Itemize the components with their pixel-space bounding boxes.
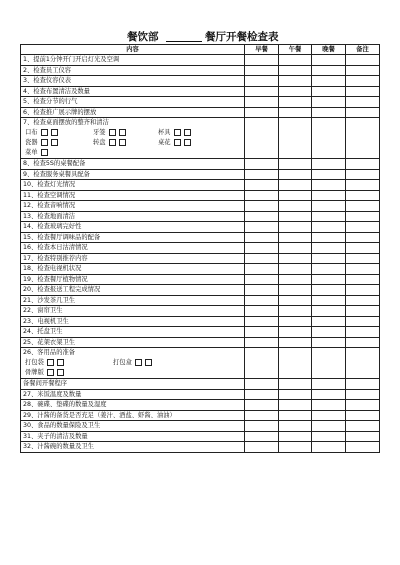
breakfast-check-cell[interactable] — [245, 118, 279, 159]
breakfast-check-cell[interactable] — [245, 55, 279, 66]
item-label: 15、检查餐厅调味品的配备 — [21, 232, 245, 243]
header-breakfast: 早餐 — [245, 45, 279, 55]
breakfast-check-cell[interactable] — [245, 201, 279, 212]
item-label: 31、夹子的清洁及数量 — [21, 431, 245, 442]
option-line — [23, 128, 242, 138]
item-label: 30、食品的数量保险及卫生 — [21, 421, 245, 432]
table-row — [21, 285, 380, 296]
breakfast-check-cell[interactable] — [245, 180, 279, 191]
item-label: 32、汁酱碗的数量及卫生 — [21, 442, 245, 453]
lunch-check-cell[interactable] — [279, 76, 312, 87]
lunch-check-cell[interactable] — [279, 274, 312, 285]
table-row — [21, 337, 380, 348]
lunch-check-cell[interactable] — [279, 421, 312, 432]
remarks-cell[interactable] — [346, 316, 380, 327]
dinner-check-cell[interactable] — [312, 76, 346, 87]
table-row — [21, 400, 380, 411]
breakfast-check-cell[interactable] — [245, 274, 279, 285]
item-label: 2、检查员工仪容 — [21, 65, 245, 76]
breakfast-check-cell[interactable] — [245, 190, 279, 201]
item-label: 22、窗帘卫生 — [21, 306, 245, 317]
remarks-cell[interactable] — [346, 169, 380, 180]
remarks-cell[interactable] — [346, 107, 380, 118]
dinner-check-cell[interactable] — [312, 389, 346, 400]
dinner-check-cell[interactable] — [312, 232, 346, 243]
item-label: 14、检查玻璃完好性 — [21, 222, 245, 233]
dinner-check-cell[interactable] — [312, 285, 346, 296]
option-label: 转盘 — [93, 139, 106, 146]
breakfast-check-cell[interactable] — [245, 97, 279, 108]
item-label: 26、客用品的准备 — [23, 349, 76, 356]
remarks-cell[interactable] — [346, 337, 380, 348]
item-label: 11、检查空调情况 — [21, 190, 245, 201]
checkbox[interactable] — [47, 359, 54, 366]
checkbox[interactable] — [119, 139, 126, 146]
lunch-check-cell[interactable] — [279, 306, 312, 317]
remarks-cell[interactable] — [346, 118, 380, 159]
lunch-check-cell[interactable] — [279, 379, 312, 390]
remarks-cell[interactable] — [346, 86, 380, 97]
section-title: 备餐间开餐程序 — [21, 379, 245, 390]
lunch-check-cell[interactable] — [279, 169, 312, 180]
section-row — [21, 379, 380, 390]
table-row — [21, 97, 380, 108]
lunch-check-cell[interactable] — [279, 410, 312, 421]
breakfast-check-cell[interactable] — [245, 232, 279, 243]
dinner-check-cell[interactable] — [312, 253, 346, 264]
table-row — [21, 222, 380, 233]
option-label: 牙签 — [93, 129, 106, 136]
remarks-cell[interactable] — [346, 264, 380, 275]
remarks-cell[interactable] — [346, 180, 380, 191]
dinner-check-cell[interactable] — [312, 431, 346, 442]
checkbox[interactable] — [41, 129, 48, 136]
breakfast-check-cell[interactable] — [245, 337, 279, 348]
lunch-check-cell[interactable] — [279, 201, 312, 212]
breakfast-check-cell[interactable] — [245, 285, 279, 296]
breakfast-check-cell[interactable] — [245, 107, 279, 118]
title-form-name: 餐厅开餐检查表 — [205, 31, 279, 43]
breakfast-check-cell[interactable] — [245, 169, 279, 180]
lunch-check-cell[interactable] — [279, 400, 312, 411]
breakfast-check-cell[interactable] — [245, 222, 279, 233]
item-label: 1、提前1分钟开门开启灯光及空调 — [21, 55, 245, 66]
table-row — [21, 410, 380, 421]
item-label: 3、检查仪容仪表 — [21, 76, 245, 87]
item-label: 23、电视机卫生 — [21, 316, 245, 327]
remarks-cell[interactable] — [346, 211, 380, 222]
checkbox-option[interactable] — [158, 128, 191, 138]
table-row-item7 — [21, 118, 380, 159]
checkbox-option[interactable] — [25, 148, 48, 158]
lunch-check-cell[interactable] — [279, 348, 312, 379]
remarks-cell[interactable] — [346, 65, 380, 76]
option-line — [23, 368, 242, 378]
remarks-cell[interactable] — [346, 379, 380, 390]
checkbox[interactable] — [57, 369, 64, 376]
lunch-check-cell[interactable] — [279, 389, 312, 400]
option-line — [23, 138, 242, 148]
checkbox[interactable] — [47, 369, 54, 376]
table-row — [21, 421, 380, 432]
table-row — [21, 211, 380, 222]
breakfast-check-cell[interactable] — [245, 306, 279, 317]
option-label: 打包盒 — [113, 359, 132, 366]
item-label: 29、汁酱的备货是否充足（姜汁、酒盐、虾酱、油油） — [21, 410, 245, 421]
table-row — [21, 389, 380, 400]
lunch-check-cell[interactable] — [279, 65, 312, 76]
document-title — [0, 29, 400, 43]
checkbox-option[interactable] — [93, 128, 126, 138]
lunch-check-cell[interactable] — [279, 285, 312, 296]
breakfast-check-cell[interactable] — [245, 295, 279, 306]
checkbox[interactable] — [109, 139, 116, 146]
item-label: 25、花架衣架卫生 — [21, 337, 245, 348]
checklist-table — [20, 44, 380, 453]
item-label: 13、检查地面清洁 — [21, 211, 245, 222]
lunch-check-cell[interactable] — [279, 180, 312, 191]
breakfast-check-cell[interactable] — [245, 389, 279, 400]
remarks-cell[interactable] — [346, 327, 380, 338]
item-label: 9、检查服务桌餐具配备 — [21, 169, 245, 180]
header-content: 内容 — [21, 45, 245, 55]
option-line — [23, 148, 242, 158]
breakfast-check-cell[interactable] — [245, 442, 279, 453]
lunch-check-cell[interactable] — [279, 159, 312, 170]
remarks-cell[interactable] — [346, 410, 380, 421]
checkbox-option[interactable] — [25, 368, 64, 378]
dinner-check-cell[interactable] — [312, 316, 346, 327]
item-label: 20、检查报送工程完成情况 — [21, 285, 245, 296]
table-row — [21, 65, 380, 76]
dinner-check-cell[interactable] — [312, 97, 346, 108]
remarks-cell[interactable] — [346, 232, 380, 243]
lunch-check-cell[interactable] — [279, 107, 312, 118]
table-row — [21, 190, 380, 201]
remarks-cell[interactable] — [346, 400, 380, 411]
breakfast-check-cell[interactable] — [245, 243, 279, 254]
table-row — [21, 169, 380, 180]
table-row — [21, 295, 380, 306]
checkbox-option[interactable] — [25, 128, 58, 138]
breakfast-check-cell[interactable] — [245, 421, 279, 432]
item-label: 7、检查桌面摆放的整齐和清洁 — [23, 119, 109, 126]
checkbox[interactable] — [135, 359, 142, 366]
lunch-check-cell[interactable] — [279, 295, 312, 306]
item-label: 18、检查电视机状况 — [21, 264, 245, 275]
lunch-check-cell[interactable] — [279, 190, 312, 201]
table-row — [21, 306, 380, 317]
checkbox[interactable] — [174, 139, 181, 146]
checkbox[interactable] — [41, 149, 48, 156]
remarks-cell[interactable] — [346, 348, 380, 379]
header-dinner: 晚餐 — [312, 45, 346, 55]
checkbox[interactable] — [51, 129, 58, 136]
lunch-check-cell[interactable] — [279, 118, 312, 159]
checkbox-option[interactable] — [93, 138, 126, 148]
checkbox-option[interactable] — [158, 138, 191, 148]
lunch-check-cell[interactable] — [279, 442, 312, 453]
dinner-check-cell[interactable] — [312, 274, 346, 285]
remarks-cell[interactable] — [346, 253, 380, 264]
dinner-check-cell[interactable] — [312, 410, 346, 421]
title-blank-line — [166, 41, 202, 42]
remarks-cell[interactable] — [346, 274, 380, 285]
item-label: 5、检查分节的行气 — [21, 97, 245, 108]
table-row — [21, 232, 380, 243]
checkbox[interactable] — [57, 359, 64, 366]
dinner-check-cell[interactable] — [312, 421, 346, 432]
remarks-cell[interactable] — [346, 190, 380, 201]
dinner-check-cell[interactable] — [312, 107, 346, 118]
table-row — [21, 243, 380, 254]
table-row — [21, 107, 380, 118]
table-row — [21, 180, 380, 191]
breakfast-check-cell[interactable] — [245, 159, 279, 170]
lunch-check-cell[interactable] — [279, 232, 312, 243]
table-row — [21, 159, 380, 170]
lunch-check-cell[interactable] — [279, 211, 312, 222]
breakfast-check-cell[interactable] — [245, 264, 279, 275]
breakfast-check-cell[interactable] — [245, 379, 279, 390]
remarks-cell[interactable] — [346, 431, 380, 442]
remarks-cell[interactable] — [346, 421, 380, 432]
item-label: 8、检查5S的桌餐配备 — [21, 159, 245, 170]
dinner-check-cell[interactable] — [312, 222, 346, 233]
breakfast-check-cell[interactable] — [245, 431, 279, 442]
table-row — [21, 76, 380, 87]
remarks-cell[interactable] — [346, 201, 380, 212]
remarks-cell[interactable] — [346, 55, 380, 66]
breakfast-check-cell[interactable] — [245, 410, 279, 421]
option-label: 打包袋 — [25, 359, 44, 366]
dinner-check-cell[interactable] — [312, 201, 346, 212]
table-row — [21, 274, 380, 285]
item-label: 16、检查本日沽清情况 — [21, 243, 245, 254]
dinner-check-cell[interactable] — [312, 379, 346, 390]
checkbox-option[interactable] — [25, 138, 58, 148]
dinner-check-cell[interactable] — [312, 180, 346, 191]
remarks-cell[interactable] — [346, 243, 380, 254]
item-multi-cell — [21, 348, 245, 379]
header-row — [21, 45, 380, 55]
remarks-cell[interactable] — [346, 295, 380, 306]
item-label: 24、托盘卫生 — [21, 327, 245, 338]
checkbox-option[interactable] — [113, 358, 152, 368]
table-row-item26 — [21, 348, 380, 379]
checkbox[interactable] — [41, 139, 48, 146]
dinner-check-cell[interactable] — [312, 306, 346, 317]
option-label: 瓷器 — [25, 139, 38, 146]
item-label: 27、米饭温度及数量 — [21, 389, 245, 400]
lunch-check-cell[interactable] — [279, 316, 312, 327]
breakfast-check-cell[interactable] — [245, 400, 279, 411]
dinner-check-cell[interactable] — [312, 327, 346, 338]
breakfast-check-cell[interactable] — [245, 348, 279, 379]
breakfast-check-cell[interactable] — [245, 253, 279, 264]
item-label: 21、沙发茶几卫生 — [21, 295, 245, 306]
table-row — [21, 253, 380, 264]
table-row — [21, 86, 380, 97]
item-label: 6、检查推广展示牌的摆放 — [21, 107, 245, 118]
dinner-check-cell[interactable] — [312, 169, 346, 180]
lunch-check-cell[interactable] — [279, 243, 312, 254]
remarks-cell[interactable] — [346, 306, 380, 317]
table-row — [21, 55, 380, 66]
checkbox[interactable] — [145, 359, 152, 366]
dinner-check-cell[interactable] — [312, 55, 346, 66]
lunch-check-cell[interactable] — [279, 327, 312, 338]
checkbox-option[interactable] — [25, 358, 64, 368]
breakfast-check-cell[interactable] — [245, 76, 279, 87]
breakfast-check-cell[interactable] — [245, 86, 279, 97]
remarks-cell[interactable] — [346, 222, 380, 233]
option-line — [23, 358, 242, 368]
breakfast-check-cell[interactable] — [245, 316, 279, 327]
checkbox[interactable] — [174, 129, 181, 136]
lunch-check-cell[interactable] — [279, 431, 312, 442]
breakfast-check-cell[interactable] — [245, 211, 279, 222]
dinner-check-cell[interactable] — [312, 65, 346, 76]
dinner-check-cell[interactable] — [312, 190, 346, 201]
item-label: 12、检查音响情况 — [21, 201, 245, 212]
lunch-check-cell[interactable] — [279, 222, 312, 233]
remarks-cell[interactable] — [346, 285, 380, 296]
lunch-check-cell[interactable] — [279, 86, 312, 97]
checkbox[interactable] — [109, 129, 116, 136]
table-row — [21, 327, 380, 338]
title-department: 餐饮部 — [127, 31, 159, 43]
dinner-check-cell[interactable] — [312, 348, 346, 379]
option-label: 骨牌版 — [25, 369, 44, 376]
item-multi-cell — [21, 118, 245, 159]
item-label: 10、检查灯光情况 — [21, 180, 245, 191]
lunch-check-cell[interactable] — [279, 97, 312, 108]
remarks-cell[interactable] — [346, 76, 380, 87]
breakfast-check-cell[interactable] — [245, 327, 279, 338]
item-label: 28、碗碟、垫碟的数量及湿度 — [21, 400, 245, 411]
item-label: 19、检查餐厅植物情况 — [21, 274, 245, 285]
lunch-check-cell[interactable] — [279, 253, 312, 264]
dinner-check-cell[interactable] — [312, 159, 346, 170]
table-row — [21, 264, 380, 275]
lunch-check-cell[interactable] — [279, 264, 312, 275]
dinner-check-cell[interactable] — [312, 211, 346, 222]
breakfast-check-cell[interactable] — [245, 65, 279, 76]
remarks-cell[interactable] — [346, 159, 380, 170]
item-label: 4、检查布置清洁及数量 — [21, 86, 245, 97]
checkbox[interactable] — [51, 139, 58, 146]
lunch-check-cell[interactable] — [279, 55, 312, 66]
dinner-check-cell[interactable] — [312, 337, 346, 348]
header-lunch: 午餐 — [279, 45, 312, 55]
table-row — [21, 201, 380, 212]
dinner-check-cell[interactable] — [312, 442, 346, 453]
dinner-check-cell[interactable] — [312, 118, 346, 159]
table-row — [21, 316, 380, 327]
remarks-cell[interactable] — [346, 97, 380, 108]
dinner-check-cell[interactable] — [312, 400, 346, 411]
option-label: 杯具 — [158, 129, 171, 136]
dinner-check-cell[interactable] — [312, 86, 346, 97]
dinner-check-cell[interactable] — [312, 243, 346, 254]
item-label: 17、检查特别推荐内容 — [21, 253, 245, 264]
checkbox[interactable] — [184, 139, 191, 146]
dinner-check-cell[interactable] — [312, 295, 346, 306]
remarks-cell[interactable] — [346, 389, 380, 400]
option-label: 桌花 — [158, 139, 171, 146]
lunch-check-cell[interactable] — [279, 337, 312, 348]
option-label: 口布 — [25, 129, 38, 136]
dinner-check-cell[interactable] — [312, 264, 346, 275]
remarks-cell[interactable] — [346, 442, 380, 453]
header-remarks: 备注 — [346, 45, 380, 55]
checkbox[interactable] — [184, 129, 191, 136]
table-row — [21, 431, 380, 442]
option-label: 菜单 — [25, 149, 38, 156]
checkbox[interactable] — [119, 129, 126, 136]
table-row — [21, 442, 380, 453]
